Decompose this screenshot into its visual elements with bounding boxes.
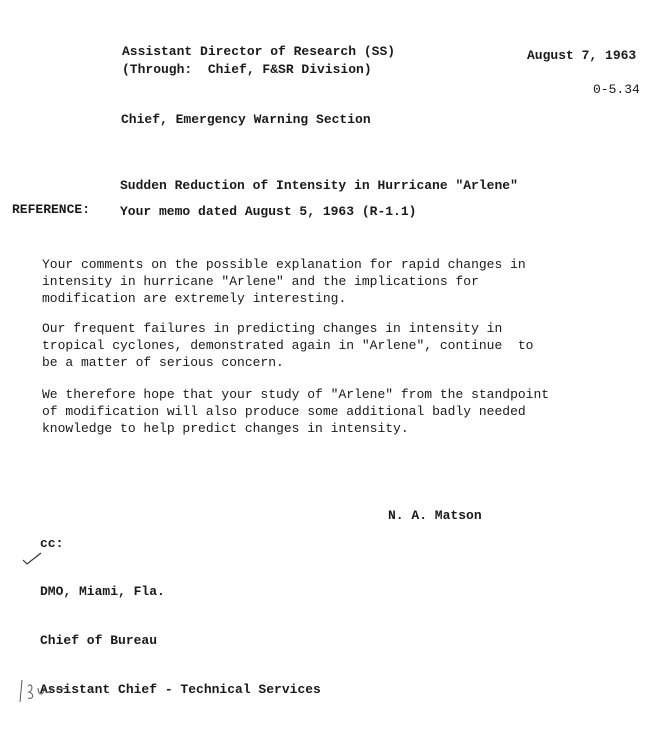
body-paragraph-3 xyxy=(42,386,622,437)
cc-recipient: DMO, Miami, Fla. xyxy=(40,584,165,599)
body-paragraph-2 xyxy=(42,320,622,371)
paragraph-line: Our frequent failures in predicting changes in intensity in xyxy=(42,321,503,336)
paragraph-line: We therefore hope that your study of "Arlene" from the standpoint xyxy=(42,387,550,402)
subject-line: Sudden Reduction of Intensity in Hurricane "Arlene" xyxy=(120,178,518,193)
paragraph-line: Your comments on the possible explanation for rapid changes in xyxy=(42,257,526,272)
memo-date: August 7, 1963 xyxy=(527,48,637,63)
paragraph-line: tropical cyclones, demonstrated again in "Arlene", continue to xyxy=(42,338,534,353)
file-code: 0-5.34 xyxy=(593,82,640,97)
cc-label: cc: xyxy=(40,536,64,551)
to-line: Assistant Director of Research (SS) xyxy=(122,44,396,59)
paragraph-line: knowledge to help predict changes in intensity. xyxy=(42,421,409,436)
paragraph-line: be a matter of serious concern. xyxy=(42,355,284,370)
cc-list xyxy=(40,552,321,729)
through-line: (Through: Chief, F&SR Division) xyxy=(122,62,372,77)
paragraph-line: intensity in hurricane "Arlene" and the implications for xyxy=(42,274,479,289)
reference-label: REFERENCE: xyxy=(12,202,91,217)
signature-name: N. A. Matson xyxy=(388,508,482,523)
cc-recipient: Chief of Bureau xyxy=(40,633,158,648)
cc-recipient: Assistant Chief - Technical Services xyxy=(40,682,321,697)
paragraph-line: of modification will also produce some additional badly needed xyxy=(42,404,526,419)
from-line: Chief, Emergency Warning Section xyxy=(121,112,371,127)
body-paragraph-1 xyxy=(42,256,622,307)
handwritten-check-icon xyxy=(22,552,42,566)
paragraph-line: modification are extremely interesting. xyxy=(42,291,347,306)
reference-text: Your memo dated August 5, 1963 (R-1.1) xyxy=(120,204,417,219)
handwritten-initials-icon xyxy=(16,676,76,706)
